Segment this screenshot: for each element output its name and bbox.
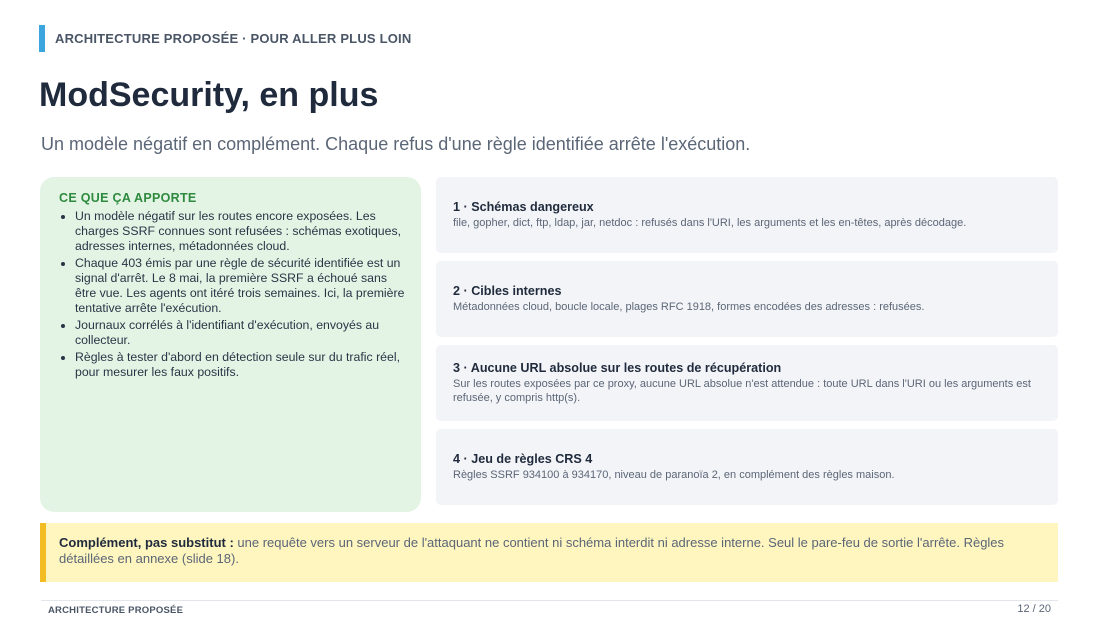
page-title: ModSecurity, en plus	[39, 76, 379, 114]
step-card-crs-ruleset	[436, 429, 1058, 505]
callout-strong: Complément, pas substitut :	[59, 535, 234, 550]
benefits-panel	[40, 177, 421, 512]
step-card-internal-targets	[436, 261, 1058, 337]
benefit-item: • Chaque 403 émis par une règle de sécurité identifiée est un signal d'arrêt. Le 8 mai, la première SSRF a échoué sans être vue. Les agents ont itéré trois semaines. Ici, la première tentative arrête l'exécution.	[75, 256, 405, 316]
footer-section: ARCHITECTURE PROPOSÉE	[48, 605, 184, 616]
benefit-item: • Un modèle négatif sur les routes encore exposées. Les charges SSRF connues sont refusées : schémas exotiques, adresses internes, métadonnées cloud.	[75, 209, 405, 254]
step-title: 2 · Cibles internes	[453, 283, 562, 298]
benefit-item: • Règles à tester d'abord en détection seule sur du trafic réel, pour mesurer les faux positifs.	[75, 350, 405, 380]
step-card-dangerous-schemes	[436, 177, 1058, 253]
benefit-item: • Journaux corrélés à l'identifiant d'exécution, envoyés au collecteur.	[75, 318, 405, 348]
step-description: Métadonnées cloud, boucle locale, plages RFC 1918, formes encodées des adresses : refusées.	[453, 300, 925, 313]
step-title: 4 · Jeu de règles CRS 4	[453, 451, 593, 466]
step-title: 3 · Aucune URL absolue sur les routes de récupération	[453, 360, 782, 375]
footer-divider	[41, 600, 1058, 601]
callout-text: une requête vers un serveur de l'attaquant ne contient ni schéma interdit ni adresse interne. Seul le pare-feu de sortie l'arrête. Règles détaillées en annexe (slide 18).	[59, 535, 1005, 566]
page-number: 12 / 20	[1017, 603, 1051, 615]
benefits-list	[59, 209, 405, 380]
callout-note	[40, 523, 1058, 582]
rule-steps	[436, 177, 1058, 513]
step-description: file, gopher, dict, ftp, ldap, jar, netdoc : refusés dans l'URI, les arguments et les en-têtes, après décodage.	[453, 216, 967, 229]
step-description: Règles SSRF 934100 à 934170, niveau de paranoïa 2, en complément des règles maison.	[453, 468, 895, 481]
benefits-heading: CE QUE ÇA APPORTE	[59, 191, 197, 205]
section-label: ARCHITECTURE PROPOSÉE · POUR ALLER PLUS LOIN	[39, 25, 411, 52]
step-description: Sur les routes exposées par ce proxy, aucune URL absolue n'est attendue : toute URL dans l'URI ou les arguments est refusée, y compris http(s).	[453, 377, 1031, 404]
step-card-no-absolute-url	[436, 345, 1058, 421]
page-subtitle: Un modèle négatif en complément. Chaque refus d'une règle identifiée arrête l'exécution.	[41, 134, 751, 154]
step-title: 1 · Schémas dangereux	[453, 199, 594, 214]
